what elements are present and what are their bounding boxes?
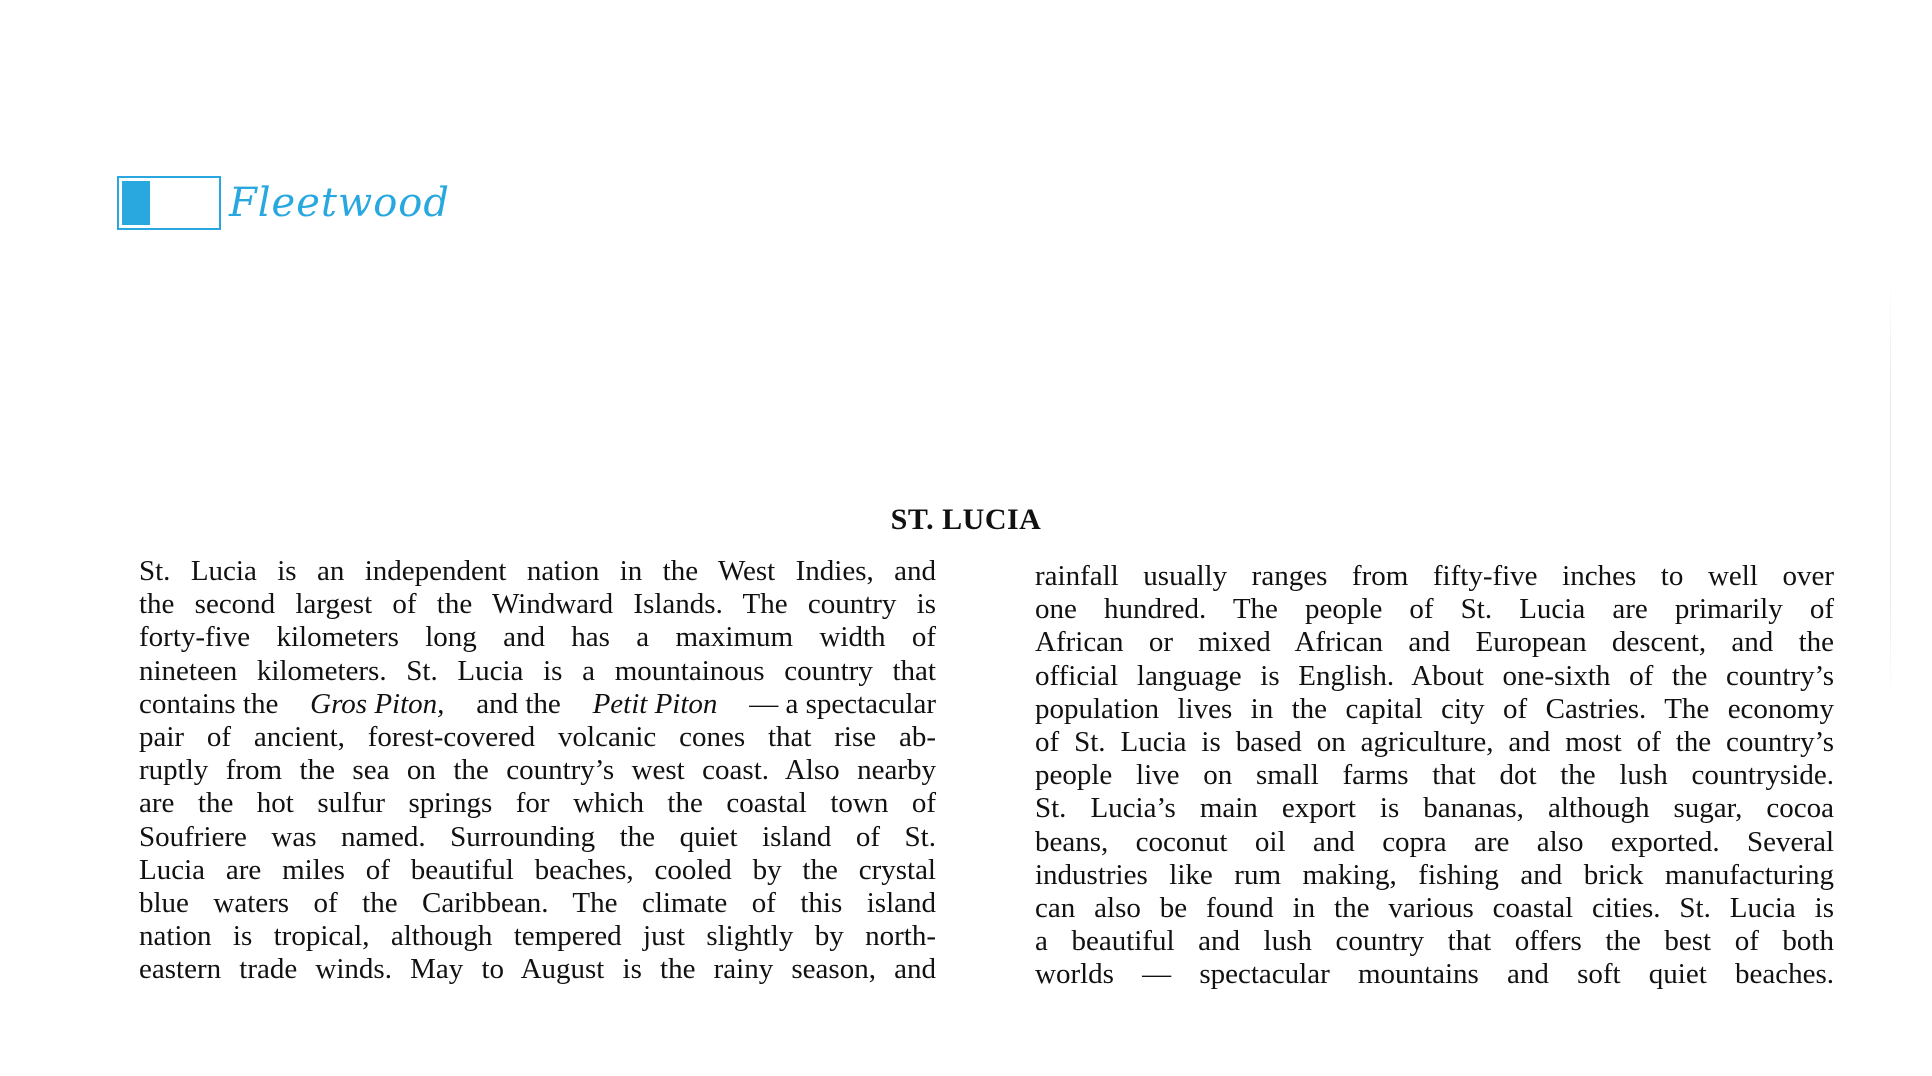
text-line: the second largest of the Windward Islands. The country is bbox=[139, 588, 936, 621]
text-line: can also be found in the various coastal cities. St. Lucia is bbox=[1035, 892, 1834, 925]
page-title: ST. LUCIA bbox=[890, 503, 1042, 536]
text-line: a beautiful and lush country that offers the best of both bbox=[1035, 925, 1834, 958]
text-line: St. Lucia is an independent nation in the West Indies, and bbox=[139, 555, 936, 587]
text-line: blue waters of the Caribbean. The climate of this island bbox=[139, 887, 936, 920]
text-line: population lives in the capital city of Castries. The economy bbox=[1035, 692, 1834, 725]
text-line: are the hot sulfur springs for which the coastal town of bbox=[139, 787, 936, 820]
left-text-column bbox=[139, 555, 936, 987]
text-line: one hundred. The people of St. Lucia are primarily of bbox=[1035, 593, 1834, 626]
text-line: nineteen kilometers. St. Lucia is a mountainous country that bbox=[139, 654, 936, 687]
text-line-with-italics bbox=[139, 688, 936, 721]
text-line: industries like rum making, fishing and brick manufacturing bbox=[1035, 858, 1834, 891]
text-line: people live on small farms that dot the lush countryside. bbox=[1035, 759, 1834, 792]
text-line: beans, coconut oil and copra are also exported. Several bbox=[1035, 825, 1834, 858]
text-segment: contains the bbox=[139, 687, 286, 720]
logo-box-icon bbox=[117, 176, 221, 230]
text-line: Soufriere was named. Surrounding the quiet island of St. bbox=[139, 820, 936, 853]
text-line: worlds — spectacular mountains and soft quiet beaches. bbox=[1035, 958, 1834, 991]
text-segment: and the bbox=[468, 687, 569, 720]
text-line: official language is English. About one-sixth of the country’s bbox=[1035, 659, 1834, 692]
text-line: forty-five kilometers long and has a maximum width of bbox=[139, 621, 936, 654]
text-line: pair of ancient, forest-covered volcanic cones that rise ab- bbox=[139, 721, 936, 754]
fleetwood-logo bbox=[117, 175, 450, 231]
text-line: nation is tropical, although tempered just slightly by north- bbox=[139, 920, 936, 953]
text-line: rainfall usually ranges from fifty-five inches to well over bbox=[1035, 560, 1834, 592]
right-text-column bbox=[1035, 560, 1834, 992]
petit-piton-italic: Petit Piton bbox=[592, 687, 718, 720]
text-line: Lucia are miles of beautiful beaches, cooled by the crystal bbox=[139, 853, 936, 886]
gros-piton-italic: Gros Piton, bbox=[310, 687, 445, 720]
page-edge-divider bbox=[1890, 280, 1891, 700]
text-line: St. Lucia’s main export is bananas, although sugar, cocoa bbox=[1035, 792, 1834, 825]
text-line: eastern trade winds. May to August is the rainy season, and bbox=[139, 953, 936, 986]
text-segment: — a spectacular bbox=[741, 687, 936, 720]
text-line: of St. Lucia is based on agriculture, and most of the country’s bbox=[1035, 726, 1834, 759]
logo-wordmark: Fleetwood bbox=[229, 180, 450, 226]
text-line: African or mixed African and European descent, and the bbox=[1035, 626, 1834, 659]
text-line: ruptly from the sea on the country’s west coast. Also nearby bbox=[139, 754, 936, 787]
logo-fill bbox=[122, 181, 150, 225]
